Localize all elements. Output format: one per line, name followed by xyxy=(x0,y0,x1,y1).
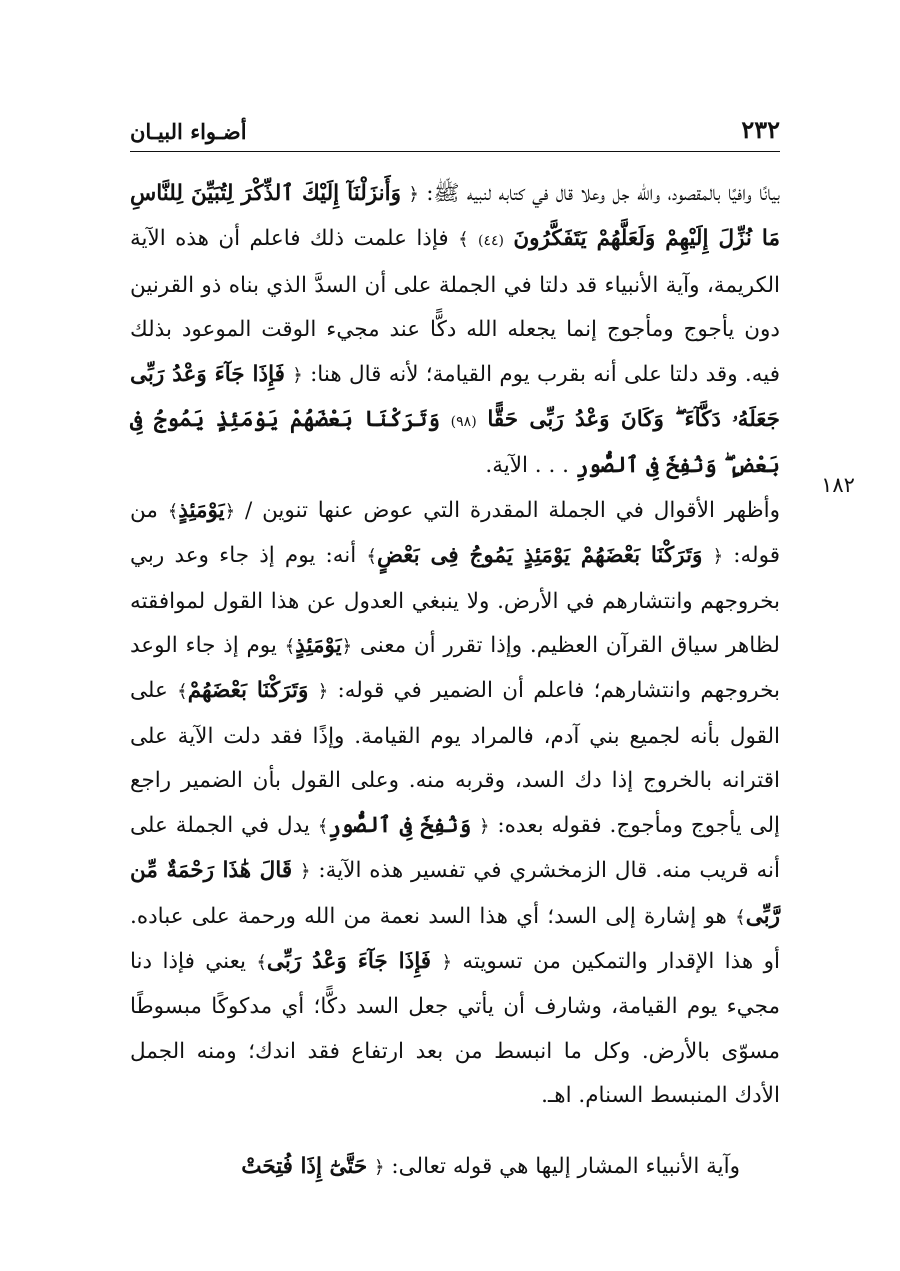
quran-close-bracket: ﴾ xyxy=(366,546,377,568)
quran-close-bracket: ﴾ xyxy=(735,906,746,928)
page-number: ٢٣٢ xyxy=(741,115,780,144)
quran-open-bracket: ﴿ xyxy=(292,364,303,386)
p2-text-4: يوم إذ جاء الوعد بخروجهم وانتشارهم؛ فاعلم أن الضمير في قوله: xyxy=(130,633,780,704)
p2-text-2: من قوله: xyxy=(130,497,780,569)
paragraph-1 xyxy=(130,172,780,489)
quran-word-2: يَوْمَئِذٍ xyxy=(295,633,342,659)
quran-open-bracket: ﴿ xyxy=(441,951,452,973)
quran-open-bracket: ﴿ xyxy=(408,184,419,205)
quran-verse-3: وَتَرَكْنَا بَعْضَهُمْ يَوْمَئِذٍ يَمُوجُ فِى بَعْضٍ ۖ وَنُفِخَ فِى ٱلصُّورِ xyxy=(130,407,780,479)
ayah-number-2: (٩٨) xyxy=(450,414,477,431)
quran-close-bracket: ﴾ xyxy=(177,681,188,703)
quran-open-bracket: ﴿ xyxy=(712,546,724,568)
p1-text-4: . . . الآية. xyxy=(485,453,569,479)
pbuh-symbol: ﷺ xyxy=(433,181,460,206)
running-title: أضـواء البيـان xyxy=(130,119,247,144)
quran-word-1: يَوْمَئِذٍ xyxy=(178,497,225,523)
quran-open-bracket: ﴿ xyxy=(341,636,353,658)
quran-verse-1: وَأَنزَلْنَآ إِلَيْكَ ٱلذِّكْرَ لِتُبَيِّنَ لِلنَّاسِ مَا نُزِّلَ إِلَيْهِمْ وَلَعَلَّهُمْ يَتَفَكَّرُونَ xyxy=(130,181,780,252)
paragraph-3 xyxy=(130,1145,780,1190)
p1-text-2: : xyxy=(426,181,434,206)
quran-open-bracket: ﴿ xyxy=(479,815,490,837)
quran-close-bracket: ﴾ xyxy=(256,951,267,973)
quran-verse-8: فَإِذَا جَآءَ وَعْدُ رَبِّى xyxy=(266,948,432,974)
page-body xyxy=(130,172,780,1190)
p1-text-3: فإذا علمت ذلك فاعلم أن هذه الآية الكريمة، وآية الأنبياء قد دلتا في الجملة على أن السدَّ الذي بناه ذو القرنين دون يأجوج ومأجوج إنما يجعله الله دكًّا عند مجيء الوقت الموعود بذلك فيه. وقد دلتا على أنه بقرب يوم القيامة؛ لأنه قال هنا: xyxy=(130,226,781,387)
p2-text-1: وأظهر الأقوال في الجملة المقدرة التي عوض عنها تنوين xyxy=(262,497,780,523)
paragraph-2 xyxy=(130,489,780,1119)
header-rule xyxy=(130,151,780,152)
p3-text-1: وآية الأنبياء المشار إليها هي قوله تعالى: xyxy=(391,1153,740,1179)
quran-close-bracket: ﴾ xyxy=(458,229,469,251)
quran-close-bracket: ﴾ xyxy=(284,636,296,658)
page-header xyxy=(130,112,780,144)
p1-text-1: بيانًا وافيًا بالمقصود، والله جل وعلا قال في كتابه لنبيه xyxy=(466,181,780,206)
quran-close-bracket: ﴾ xyxy=(167,500,179,522)
quran-verse-2: فَإِذَا جَآءَ وَعْدُ رَبِّى جَعَلَهُۥ دَكَّآءَ ۖ وَكَانَ وَعْدُ رَبِّى حَقًّا xyxy=(130,361,780,433)
p2-text-5: على القول بأنه لجميع بني آدم، فالمراد يوم القيامة. وإذًا فقد دلت الآية على اقترانه بالخروج إذا دك السد، وقربه منه. وعلى القول بأن الضمير راجع إلى يأجوج ومأجوج. فقوله بعده: xyxy=(130,678,780,838)
quran-verse-6: وَنُفِخَ فِى ٱلصُّورِ xyxy=(328,812,472,838)
p2-text-6: يدل في الجملة على أنه قريب منه. قال الزمخشري في تفسير هذه الآية: xyxy=(130,812,781,884)
quran-verse-9: حَتَّىٰٓ إِذَا فُتِحَتْ xyxy=(241,1153,368,1179)
margin-volume-number: ١٨٢ xyxy=(821,473,855,497)
quran-verse-5: وَتَرَكْنَا بَعْضَهُمْ xyxy=(187,678,309,704)
quran-open-bracket: ﴿ xyxy=(317,681,329,703)
quran-open-bracket: ﴿ xyxy=(300,861,311,883)
quran-verse-4: وَتَرَكْنَا بَعْضَهُمْ يَوْمَئِذٍ يَمُوجُ فِى بَعْضٍ xyxy=(376,543,703,569)
p2-text-8: يعني فإذا دنا مجيء يوم القيامة، وشارف أن يأتي جعل السد دكًّا؛ أي مدكوكًا مبسوطًا مسوّى بالأرض. وكل ما انبسط من بعد ارتفاع فقد اندك؛ ومنه الجمل الأدك المنبسط السنام. اهـ. xyxy=(130,948,780,1109)
quran-close-bracket: ﴾ xyxy=(317,815,329,837)
quran-open-bracket: ﴿ xyxy=(224,500,236,522)
quran-verse-7: قَالَ هَٰذَا رَحْمَةٌ مِّن رَّبِّى xyxy=(130,858,780,929)
slash-mark: / xyxy=(245,497,253,523)
p2-text-7: هو إشارة إلى السد؛ أي هذا السد نعمة من الله ورحمة على عباده. أو هذا الإقدار والتمكين من تسويته xyxy=(130,903,780,974)
quran-open-bracket: ﴿ xyxy=(374,1156,385,1178)
ayah-number-1: (٤٤) xyxy=(477,233,504,250)
p2-text-3: أنه: يوم إذ جاء وعد ربي بخروجهم وانتشارهم في الأرض. ولا ينبغي العدول عن هذا القول لموافقته لظاهر سياق القرآن العظيم. وإذا تقرر أن معنى xyxy=(130,543,780,659)
